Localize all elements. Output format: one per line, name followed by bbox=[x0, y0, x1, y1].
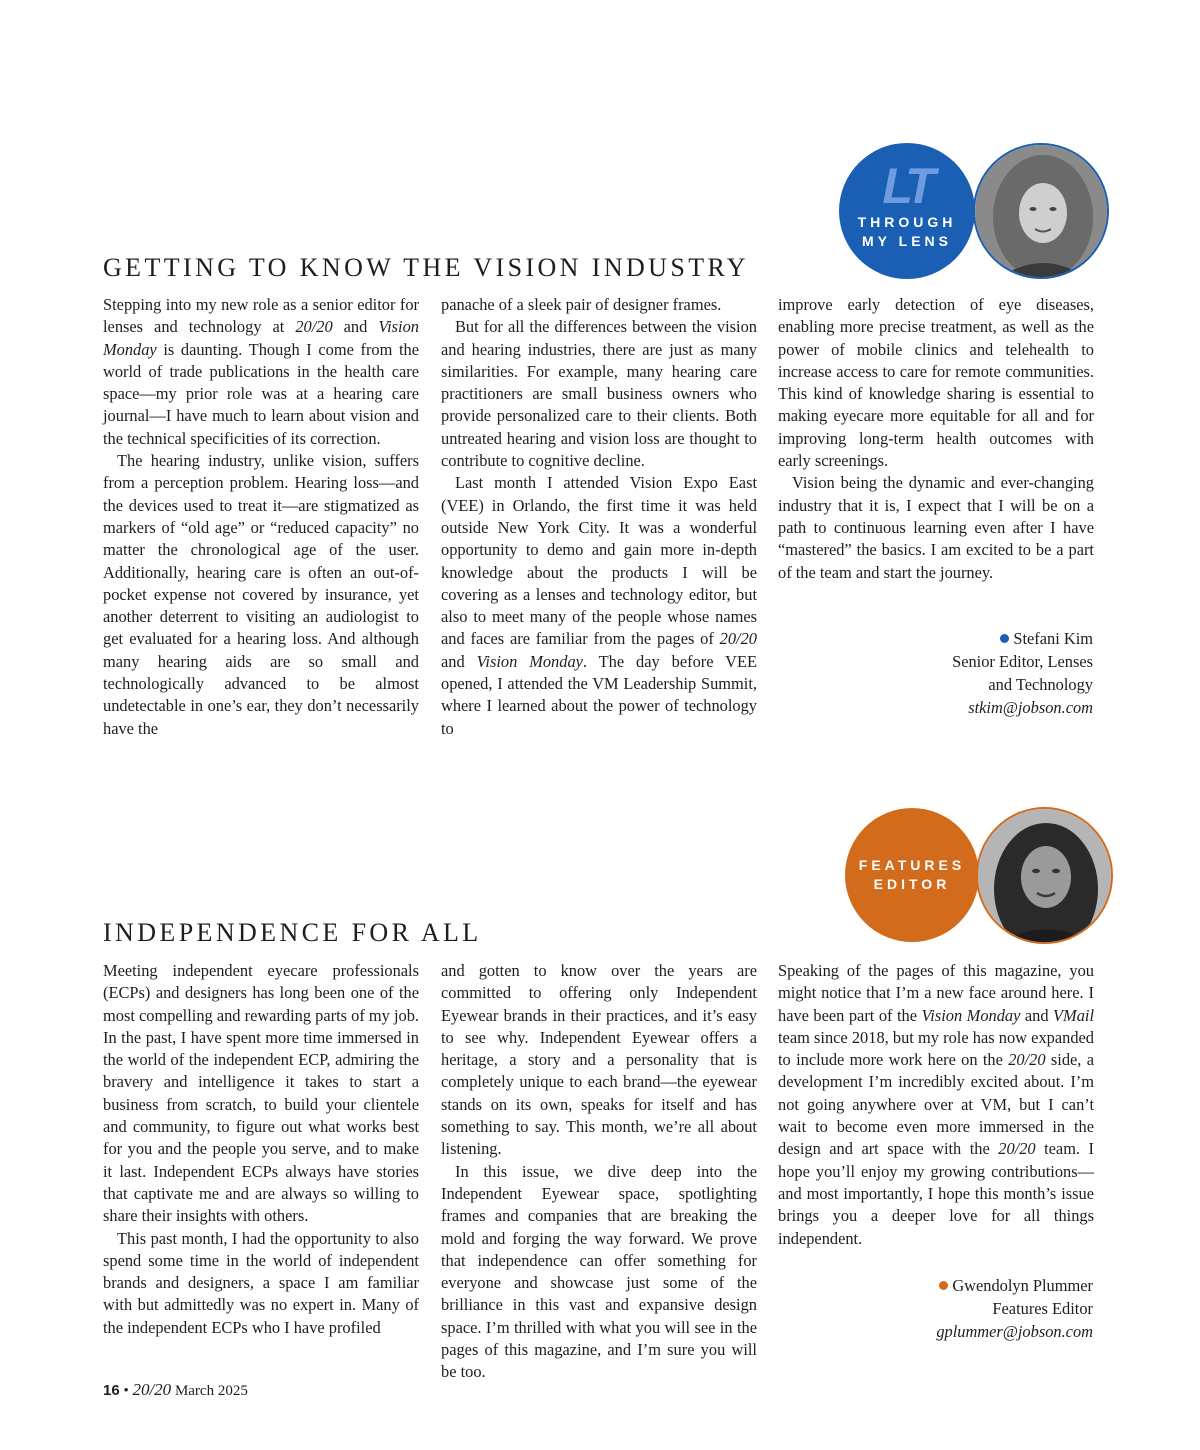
text-run: Last month I attended Vision Expo East (VEE) in Orlando, the first time it was held outside New York City. It was a wonderful opportunity to demo and gain more in-depth knowledge about the products I will be covering as a lenses and technology editor, but also to meet many of the people whose names and faces are familiar from the pages of bbox=[441, 473, 757, 649]
bullet-dot bbox=[1000, 634, 1009, 643]
text-run: side, a development I’m incredibly excited about. I’m not going anywhere over at VM, but I can’t wait to become even more immersed in the design and art space with the bbox=[778, 1050, 1094, 1159]
paragraph bbox=[441, 1161, 757, 1384]
features-editor-badge bbox=[845, 808, 979, 942]
section-heading: GETTING TO KNOW THE VISION INDUSTRY bbox=[103, 253, 749, 282]
text-run: team since 2018, but my role has now expanded to include more work here on the bbox=[778, 1027, 1094, 1070]
italic-title: 20/20 bbox=[719, 629, 757, 649]
text-run: In this issue, we dive deep into the Independent Eyewear space, spotlighting frames and companies that are breaking the mold and forging the way forward. We prove that independence can offer something for everyone and showcase just some of the brilliance in this vast and expansive design space. I’m thrilled with what you will see in the pages of this magazine, and I’m sure you will be too. bbox=[441, 1161, 757, 1382]
author-signature bbox=[936, 1274, 1093, 1343]
author-signature bbox=[952, 627, 1093, 719]
author-title: Features Editor bbox=[992, 1299, 1093, 1318]
text-run: . The day before VEE opened, I attended the VM Leadership Summit, where I learned about the power of technology to bbox=[441, 651, 758, 738]
paragraph bbox=[441, 960, 757, 1161]
article-column-3 bbox=[778, 960, 1094, 1250]
author-photo-gwendolyn-plummer bbox=[976, 807, 1113, 944]
text-run: and gotten to know over the years are committed to offering only Independent Eyewear brands in their practices, and it’s easy to see why. Independent Eyewear offers a heritage, a story and a personality that is completely unique to each brand—the eyewear stands on its own, speaks for itself and has something to say. This month, we’re all about listening. bbox=[441, 961, 757, 1159]
author-name: Gwendolyn Plummer bbox=[952, 1276, 1093, 1295]
footer-bullet: • bbox=[123, 1383, 129, 1399]
paragraph bbox=[103, 450, 419, 740]
page-footer bbox=[103, 1380, 248, 1400]
section-heading: INDEPENDENCE FOR ALL bbox=[103, 918, 482, 947]
badge-line-1: FEATURES bbox=[858, 857, 966, 873]
text-run: Speaking of the pages of this magazine, you might notice that I’m a new face around here. I have been part of the bbox=[778, 961, 1094, 1025]
paragraph bbox=[103, 960, 419, 1228]
badge-line-2: EDITOR bbox=[873, 876, 951, 892]
author-name: Stefani Kim bbox=[1013, 629, 1093, 648]
paragraph bbox=[441, 294, 757, 316]
text-run: is daunting. Though I come from the world of trade publications in the health care space—my prior role was at a hearing care journal—I have much to learn about vision and the technical specificities of its correction. bbox=[103, 339, 419, 448]
bullet-dot bbox=[939, 1281, 948, 1290]
text-run: Stepping into my new role as a senior editor for lenses and technology at bbox=[103, 295, 419, 337]
paragraph bbox=[103, 294, 419, 450]
badge-line-1: THROUGH bbox=[857, 214, 957, 230]
text-run: and bbox=[1020, 1005, 1054, 1025]
paragraph bbox=[778, 294, 1094, 472]
text-run: Vision being the dynamic and ever-changing industry that it is, I expect that I will be on a path to continuous learning even after I have “mastered” the basics. I am excited to be a part of the team and start the journey. bbox=[778, 473, 1094, 582]
paragraph bbox=[778, 472, 1094, 583]
paragraph bbox=[778, 960, 1094, 1250]
paragraph bbox=[103, 1228, 419, 1339]
italic-title: VMail bbox=[1053, 1005, 1094, 1025]
italic-title: 20/20 bbox=[1008, 1050, 1046, 1070]
page-number: 16 bbox=[103, 1382, 120, 1399]
text-run: team. I hope you’ll enjoy my growing contributions—and most importantly, I hope this month’s issue brings you a deeper love for all things independent. bbox=[778, 1139, 1094, 1248]
italic-title: Vision Monday bbox=[103, 317, 419, 359]
article-column-3 bbox=[778, 294, 1094, 584]
text-run: panache of a sleek pair of designer frames. bbox=[441, 295, 722, 314]
article-column-2 bbox=[441, 960, 757, 1384]
italic-title: 20/20 bbox=[295, 317, 333, 337]
text-run: and bbox=[332, 317, 379, 337]
article-column-1 bbox=[103, 960, 419, 1339]
text-run: improve early detection of eye diseases, enabling more precise treatment, as well as the power of mobile clinics and telehealth to increase access to care for remote communities. This kind of knowledge sharing is essential to making eyecare more equitable for all and for improving long-term health outcomes with early screenings. bbox=[778, 295, 1094, 471]
text-run: This past month, I had the opportunity to also spend some time in the world of independent brands and designers, a space I am familiar with but admittedly was no expert in. Many of the independent ECPs who I have profiled bbox=[103, 1228, 419, 1337]
italic-title: Vision Monday bbox=[476, 651, 583, 671]
italic-title: 20/20 bbox=[998, 1139, 1036, 1159]
author-email[interactable]: stkim@jobson.com bbox=[968, 698, 1093, 717]
text-run: But for all the differences between the vision and hearing industries, there are just as many similarities. For example, many hearing care practitioners are small business owners who provide personalized care to their clients. Both untreated hearing and vision loss are thought to contribute to cognitive decline. bbox=[441, 317, 757, 471]
author-photo-stefani-kim bbox=[973, 143, 1109, 279]
text-run: The hearing industry, unlike vision, suffers from a perception problem. Hearing loss—and the devices used to treat it—are stigmatized as markers of “old age” or “reduced capacity” no matter the chronological age of the user. Additionally, hearing care is often an out-of-pocket expense not covered by insurance, yet another deterrent to visiting an audiologist to get evaluated for a hearing loss. And although many hearing aids are so small and technologically advanced to be almost undetectable in one’s ear, they don’t necessarily have the bbox=[103, 451, 419, 738]
italic-title: Vision Monday bbox=[921, 1005, 1021, 1025]
paragraph bbox=[441, 316, 757, 472]
author-email[interactable]: gplummer@jobson.com bbox=[936, 1322, 1093, 1341]
through-my-lens-badge bbox=[839, 143, 975, 279]
article-column-2 bbox=[441, 294, 757, 740]
issue-date: March 2025 bbox=[174, 1383, 248, 1399]
badge-line-2: MY LENS bbox=[862, 233, 952, 249]
author-title: and Technology bbox=[988, 675, 1093, 694]
author-title: Senior Editor, Lenses bbox=[952, 652, 1093, 671]
text-run: and bbox=[441, 651, 477, 671]
paragraph bbox=[441, 472, 757, 740]
lt-logo: LT bbox=[882, 158, 932, 214]
text-run: Meeting independent eyecare professionals (ECPs) and designers has long been one of the most compelling and rewarding parts of my job. In the past, I have spent more time immersed in the world of the independent ECP, admiring the bravery and intelligence it takes to start a business from scratch, to build your clientele and community, to figure out what works best for you and the people you serve, and to make it last. Independent ECPs always have stories that captivate me and are always so willing to share their insights with others. bbox=[103, 961, 419, 1226]
article-column-1 bbox=[103, 294, 419, 740]
magazine-name: 20/20 bbox=[132, 1380, 172, 1399]
